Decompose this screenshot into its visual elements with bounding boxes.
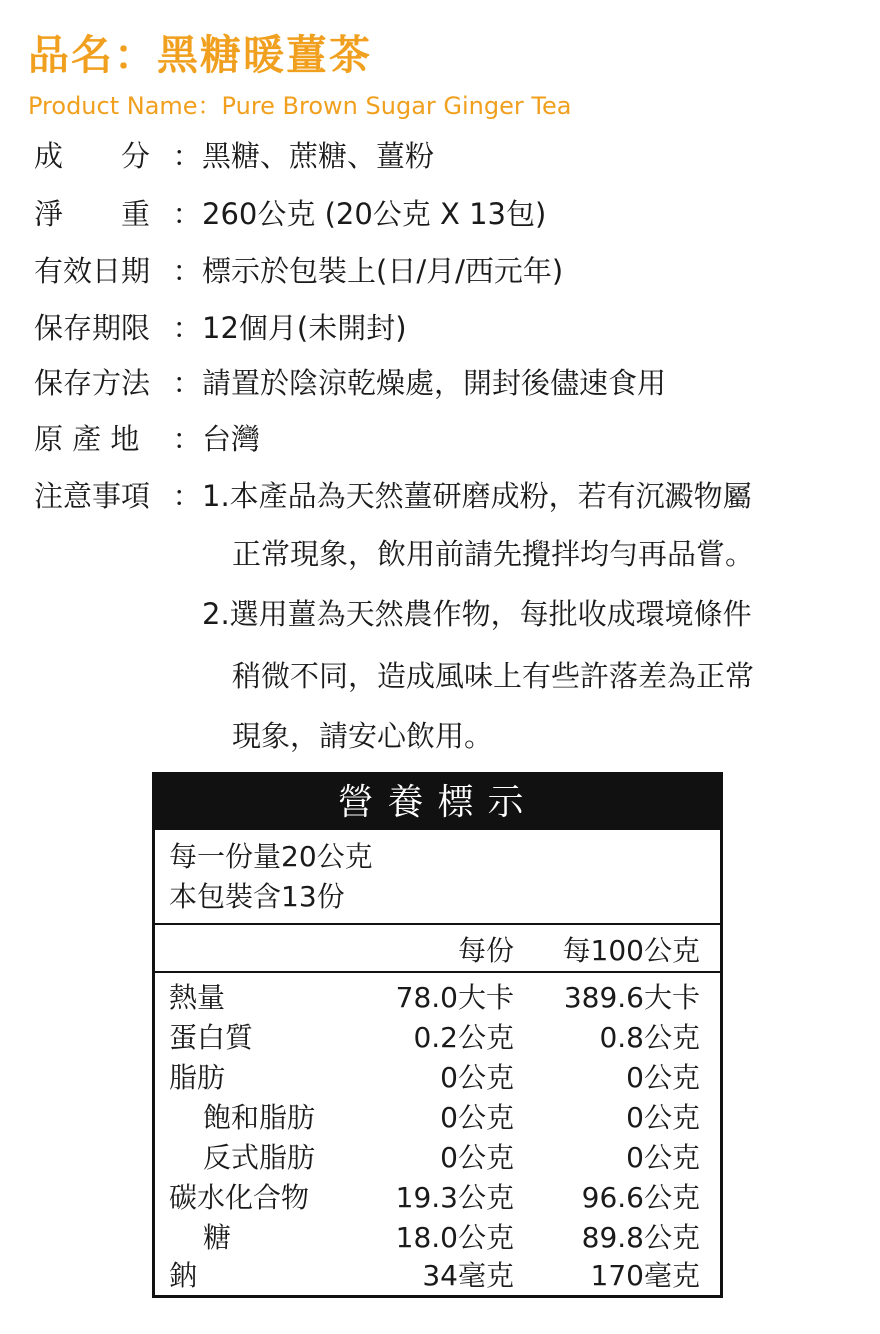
column-header-per-100g: 每100公克 xyxy=(562,934,700,967)
nutrient-name: 糖 xyxy=(203,1221,232,1254)
colon: ： xyxy=(172,254,202,288)
info-row-expiry xyxy=(34,251,563,291)
per-100g-value: 0公克 xyxy=(626,1101,700,1134)
per-100g-value: 389.6大卡 xyxy=(563,981,700,1014)
info-label: 有效日期 xyxy=(34,254,151,288)
nutrient-name: 反式脂肪 xyxy=(203,1141,316,1174)
colon: ： xyxy=(172,479,202,513)
info-row-shelf-life xyxy=(34,308,407,348)
servings-per-package: 本包裝含13份 xyxy=(169,880,345,913)
info-label: 保存期限 xyxy=(34,311,151,345)
info-label: 成 分 xyxy=(34,139,151,173)
info-value: 黑糖、蔗糖、薑粉 xyxy=(202,139,435,173)
nutrient-row xyxy=(155,1098,720,1138)
nutrient-row xyxy=(155,1138,720,1178)
info-row-storage xyxy=(34,363,666,403)
per-100g-value: 89.8公克 xyxy=(581,1221,700,1254)
serving-info xyxy=(169,837,373,917)
info-label: 淨 重 xyxy=(34,197,151,231)
notes-row xyxy=(34,476,202,516)
per-100g-value: 0公克 xyxy=(626,1061,700,1094)
per-100g-value: 96.6公克 xyxy=(581,1181,700,1214)
nutrient-row xyxy=(155,1256,720,1296)
column-header-per-serving: 每份 xyxy=(457,934,514,967)
divider xyxy=(155,971,720,973)
divider xyxy=(155,923,720,925)
colon: ： xyxy=(172,139,202,173)
colon: ： xyxy=(172,197,202,231)
nutrient-row xyxy=(155,1178,720,1218)
nutrition-title: 營養標示 xyxy=(155,775,720,830)
nutrient-row xyxy=(155,1058,720,1098)
nutrient-name: 鈉 xyxy=(169,1259,198,1292)
product-name-en: Product Name：Pure Brown Sugar Ginger Tea xyxy=(28,92,572,120)
info-value: 260公克 (20公克 X 13包) xyxy=(202,197,547,231)
note-line: 2.選用薑為天然農作物，每批收成環境條件 xyxy=(202,597,752,631)
per-serving-value: 0.2公克 xyxy=(413,1021,514,1054)
colon: ： xyxy=(172,366,202,400)
info-value: 12個月(未開封) xyxy=(202,311,407,345)
per-100g-value: 170毫克 xyxy=(590,1259,700,1292)
product-name-zh: 品名：黑糖暖薑茶 xyxy=(28,31,372,79)
nutrition-facts-table xyxy=(152,772,723,1298)
notes-label: 注意事項 xyxy=(34,479,151,513)
info-value: 台灣 xyxy=(202,422,261,456)
per-serving-value: 0公克 xyxy=(440,1101,514,1134)
nutrient-name: 脂肪 xyxy=(169,1061,226,1094)
nutrient-row xyxy=(155,1018,720,1058)
per-serving-value: 0公克 xyxy=(440,1061,514,1094)
colon: ： xyxy=(172,311,202,345)
per-serving-value: 19.3公克 xyxy=(395,1181,514,1214)
nutrient-name: 飽和脂肪 xyxy=(203,1101,316,1134)
serving-size: 每一份量20公克 xyxy=(169,840,373,873)
info-row-net-weight xyxy=(34,194,546,234)
per-100g-value: 0.8公克 xyxy=(599,1021,700,1054)
note-line: 現象，請安心飲用。 xyxy=(232,719,494,753)
nutrient-row xyxy=(155,978,720,1018)
nutrient-name: 碳水化合物 xyxy=(169,1181,310,1214)
nutrient-name: 熱量 xyxy=(169,981,226,1014)
nutrient-name: 蛋白質 xyxy=(169,1021,254,1054)
note-line: 1.本產品為天然薑研磨成粉，若有沉澱物屬 xyxy=(202,479,752,513)
nutrient-row xyxy=(155,1218,720,1258)
note-line: 稍微不同，造成風味上有些許落差為正常 xyxy=(232,659,755,693)
info-value: 請置於陰涼乾燥處，開封後儘速食用 xyxy=(202,366,667,400)
info-value: 標示於包裝上(日/月/西元年) xyxy=(202,254,564,288)
per-serving-value: 0公克 xyxy=(440,1141,514,1174)
info-label: 保存方法 xyxy=(34,366,151,400)
colon: ： xyxy=(172,422,202,456)
info-row-ingredients xyxy=(34,136,434,176)
per-serving-value: 34毫克 xyxy=(422,1259,514,1292)
info-label: 原 產 地 xyxy=(34,422,140,456)
per-serving-value: 18.0公克 xyxy=(395,1221,514,1254)
info-row-origin xyxy=(34,419,260,459)
note-line: 正常現象，飲用前請先攪拌均勻再品嘗。 xyxy=(232,537,755,571)
per-100g-value: 0公克 xyxy=(626,1141,700,1174)
per-serving-value: 78.0大卡 xyxy=(395,981,514,1014)
